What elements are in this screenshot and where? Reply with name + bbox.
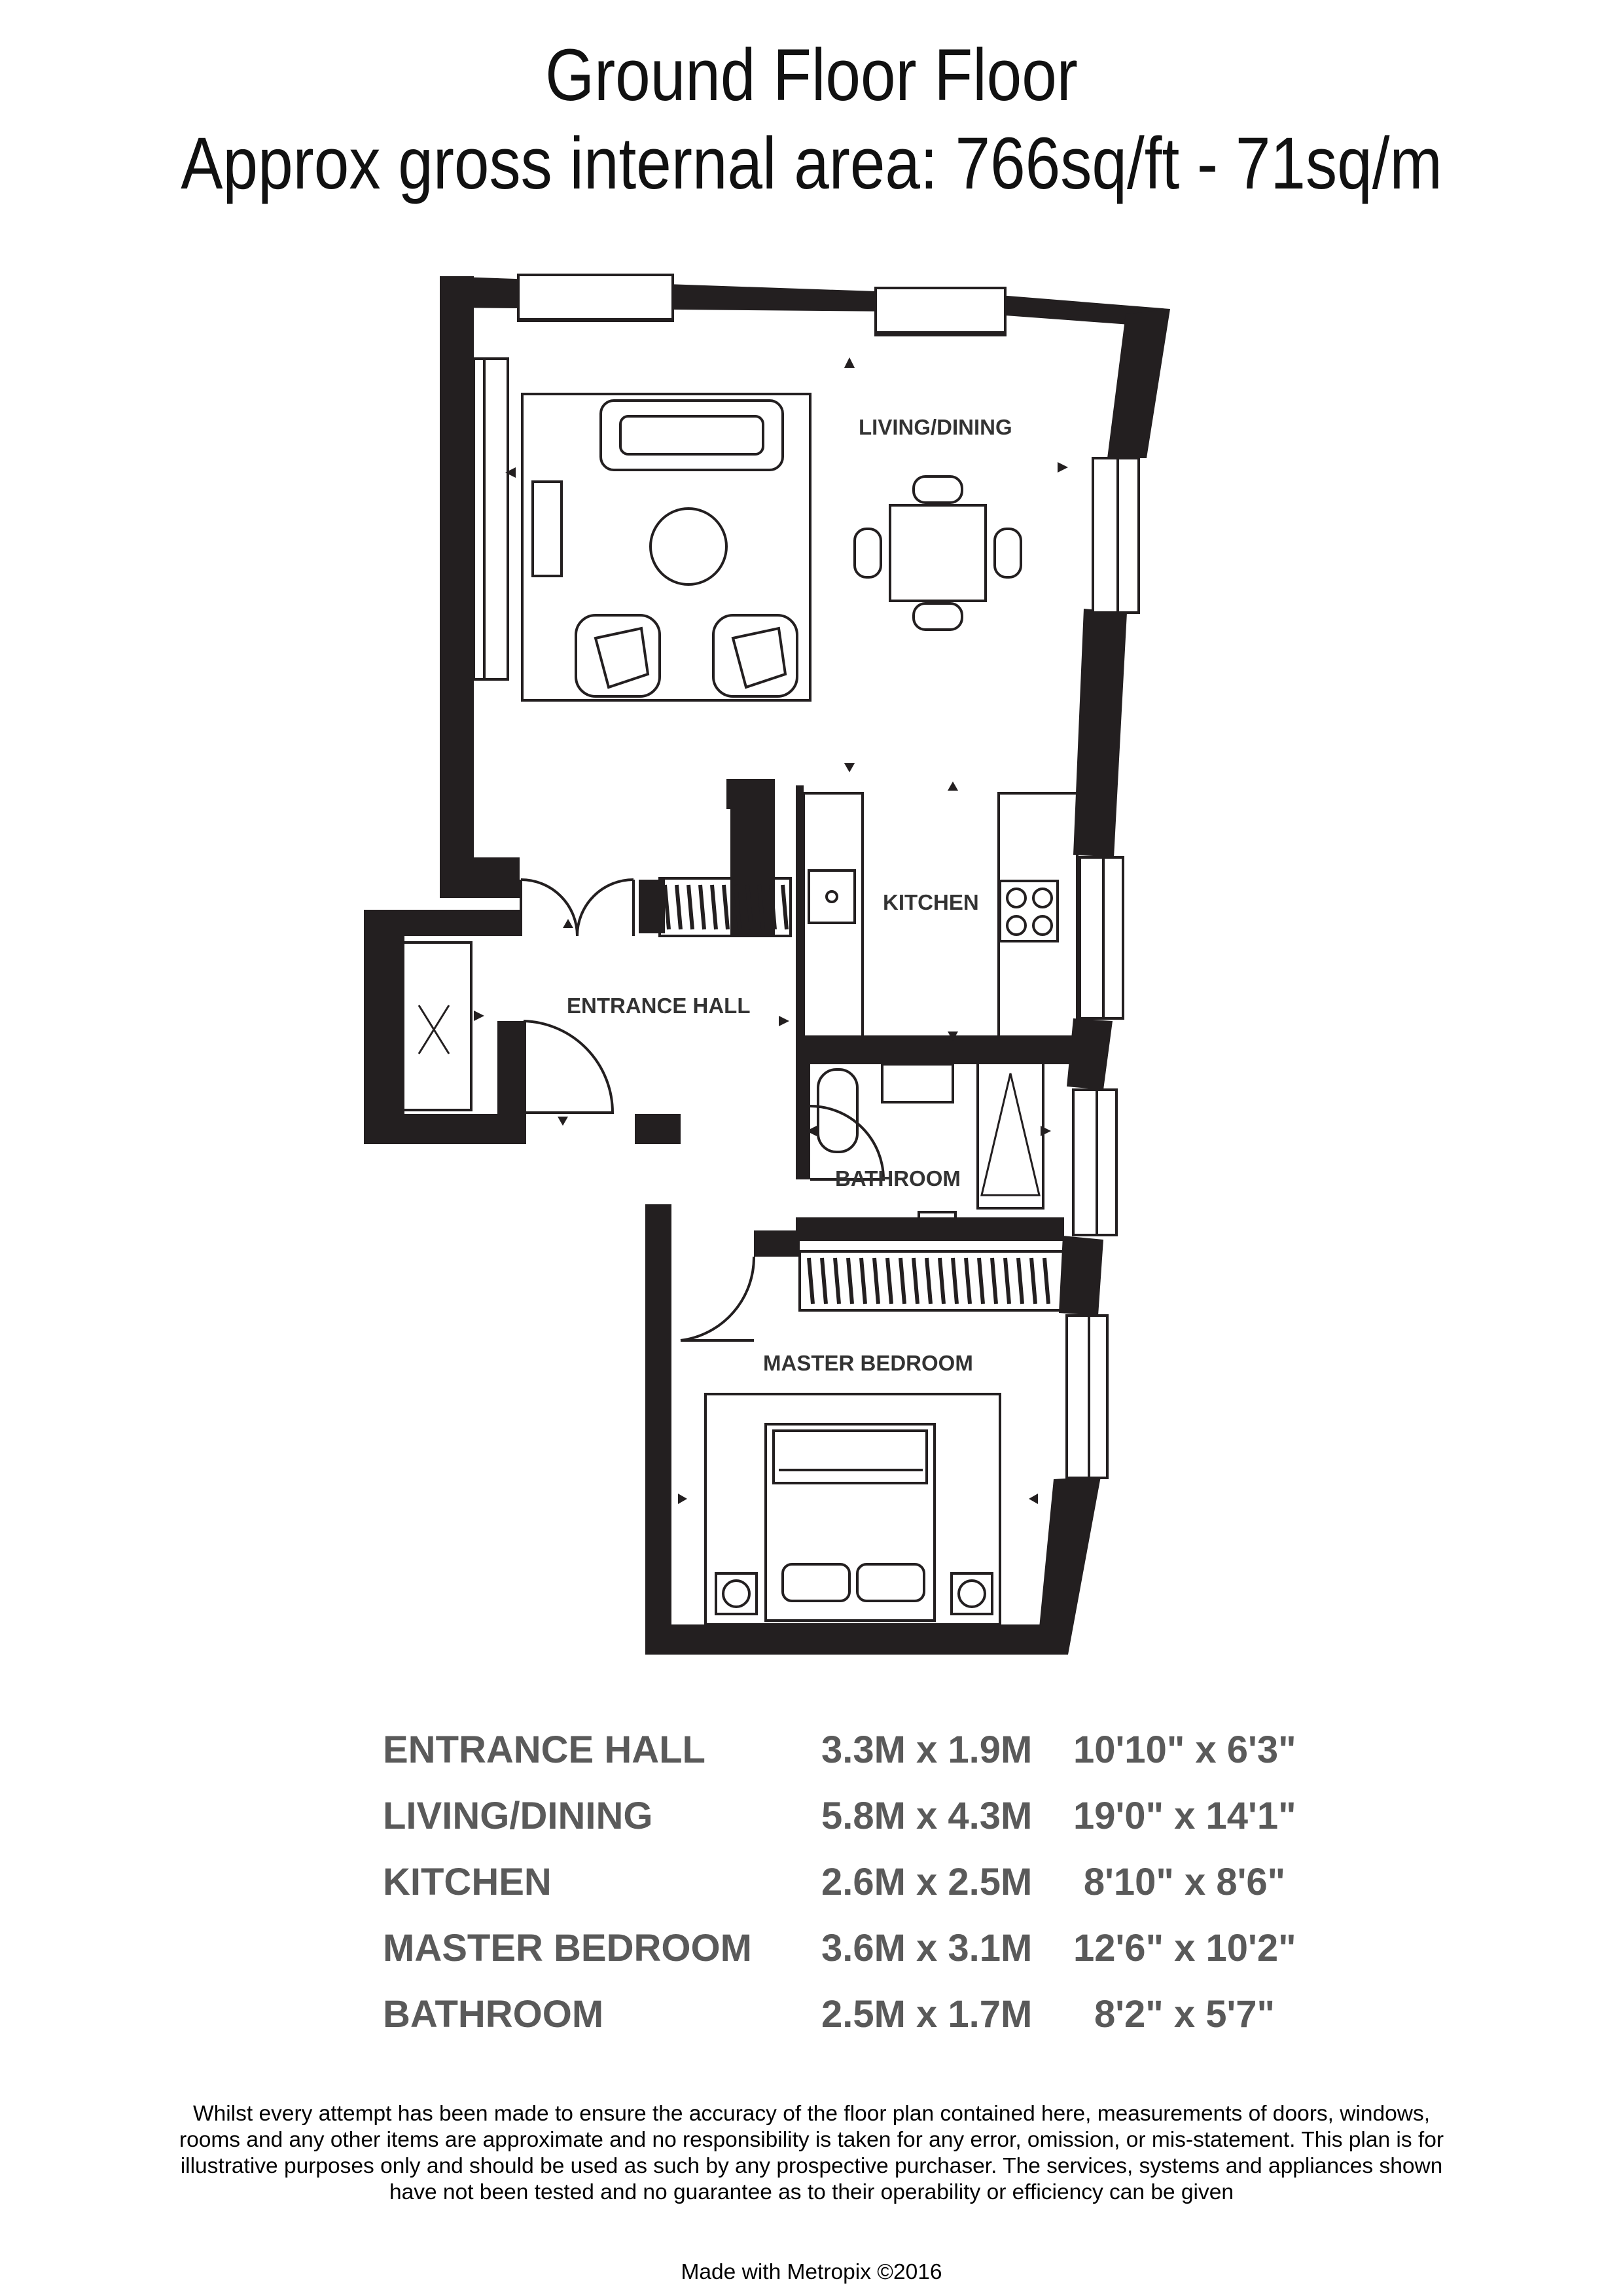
dimensions-table xyxy=(383,1728,1312,2058)
wall-right-lower2 xyxy=(1059,1236,1103,1316)
room-name: LIVING/DINING xyxy=(383,1795,653,1837)
wall-bath-left xyxy=(796,1035,810,1179)
wall-right-mid xyxy=(1073,609,1127,857)
room-name: BATHROOM xyxy=(383,1993,604,2036)
dining-chair-left xyxy=(855,529,881,577)
room-size-imperial: 12'6" x 10'2" xyxy=(1073,1927,1296,1969)
room-size-imperial: 10'10" x 6'3" xyxy=(1073,1729,1296,1771)
room-name: KITCHEN xyxy=(383,1861,552,1903)
door-bedroom xyxy=(681,1257,754,1340)
wall-left-upper xyxy=(440,276,474,898)
living-rug xyxy=(522,394,810,700)
wall-bedroom-top-left xyxy=(754,1230,800,1257)
dimensions-row xyxy=(383,1992,1312,2058)
label-bathroom: BATHROOM xyxy=(835,1166,961,1191)
dining-chair-right xyxy=(995,529,1021,577)
pillow-right xyxy=(857,1564,924,1601)
room-name: MASTER BEDROOM xyxy=(383,1927,752,1969)
room-size-metric: 3.6M x 3.1M xyxy=(821,1927,1033,1969)
window-right-1 xyxy=(1093,458,1139,613)
window-top-right xyxy=(876,288,1005,335)
dimensions-row xyxy=(383,1926,1312,1992)
label-living-dining: LIVING/DINING xyxy=(859,415,1012,439)
area-subtitle: Approx gross internal area: 766sq/ft - 71sq/m xyxy=(181,122,1442,204)
dining-chair-bottom xyxy=(914,603,962,630)
dimensions-row xyxy=(383,1728,1312,1794)
label-kitchen: KITCHEN xyxy=(883,890,979,914)
window-right-4 xyxy=(1067,1316,1107,1478)
room-size-imperial: 19'0" x 14'1" xyxy=(1073,1795,1296,1837)
wall-kitchen-bath xyxy=(796,1035,1077,1064)
window-top-left xyxy=(518,275,673,321)
page-title: Ground Floor Floor xyxy=(545,34,1078,116)
wall-hall-upper-left xyxy=(474,857,520,898)
wall-bottom xyxy=(645,1624,1068,1655)
entrance-cupboard xyxy=(398,942,471,1110)
windows xyxy=(474,275,1139,1478)
room-size-metric: 3.3M x 1.9M xyxy=(821,1729,1033,1771)
window-right-3 xyxy=(1073,1090,1116,1235)
room-name: ENTRANCE HALL xyxy=(383,1729,705,1771)
label-entrance-hall: ENTRANCE HALL xyxy=(567,994,751,1018)
disclaimer-text: Whilst every attempt has been made to ensure the accuracy of the floor plan contained here, measurements of doors, windows, rooms and any other items are approximate and no responsibility is taken for any error, omission, or mis-statement. This plan is for illustrative purposes only and should be used as such by any prospective purchaser. The services, systems and appliances shown have not been tested and no guarantee as to their operability or efficiency can be given xyxy=(179,2102,1444,2204)
dining-chair-top xyxy=(914,476,962,503)
dimensions-row xyxy=(383,1794,1312,1860)
bathtub xyxy=(978,1055,1043,1208)
wall-hall-bottom-right xyxy=(635,1114,681,1144)
door-living-right xyxy=(577,880,633,936)
dining-table xyxy=(890,505,986,601)
wall-hall-bottom-stub xyxy=(497,1021,526,1144)
room-size-metric: 2.6M x 2.5M xyxy=(821,1861,1033,1903)
dimensions-row xyxy=(383,1860,1312,1926)
wall-hall-left-stub xyxy=(364,910,521,936)
tv-unit xyxy=(533,482,562,576)
window-left xyxy=(474,359,508,679)
door-entrance xyxy=(524,1021,613,1113)
room-size-metric: 5.8M x 4.3M xyxy=(821,1795,1033,1837)
room-size-imperial: 8'10" x 8'6" xyxy=(1083,1861,1286,1903)
window-right-2 xyxy=(1080,857,1123,1018)
room-size-metric: 2.5M x 1.7M xyxy=(821,1993,1033,2036)
room-size-imperial: 8'2" x 5'7" xyxy=(1094,1993,1275,2036)
label-master-bedroom: MASTER BEDROOM xyxy=(763,1351,973,1375)
sofa xyxy=(601,401,783,470)
pillow-left xyxy=(783,1564,849,1601)
coffee-table xyxy=(651,509,726,584)
credit-text: Made with Metropix ©2016 xyxy=(681,2260,942,2284)
basin xyxy=(882,1064,953,1102)
wall-bedroom-left xyxy=(645,1204,671,1655)
wall-right-upper xyxy=(1107,309,1170,458)
kitchen-sink xyxy=(809,870,855,923)
